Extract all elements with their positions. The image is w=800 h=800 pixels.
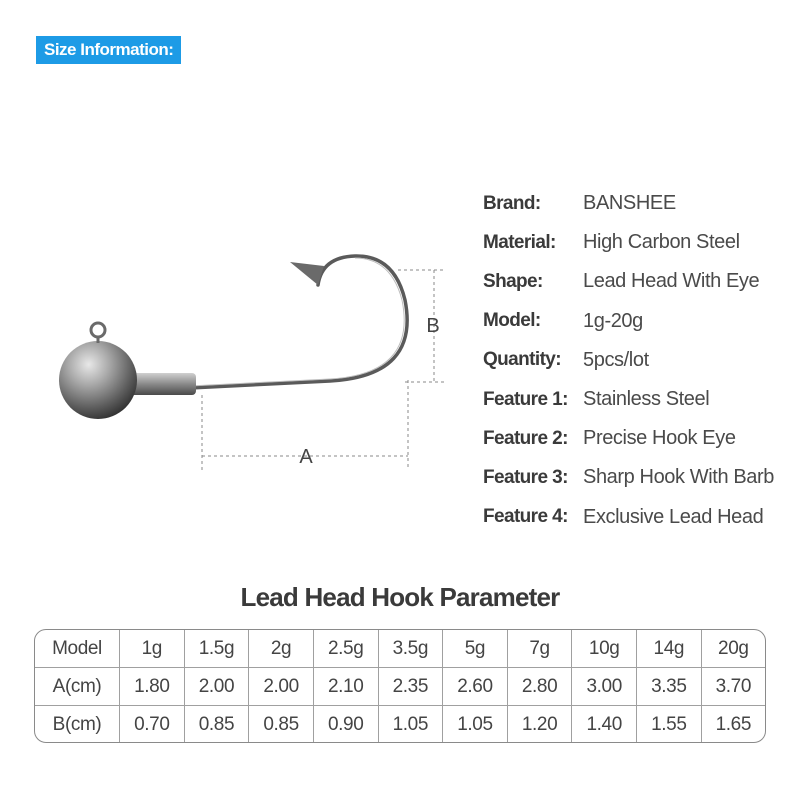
table-cell: 3.00 [572, 668, 637, 706]
hook-barb [290, 262, 324, 285]
spec-value: BANSHEE [583, 192, 676, 215]
table-cell: 1.55 [637, 706, 702, 744]
table-cell: 0.85 [249, 706, 314, 744]
spec-label: Feature 4: [483, 506, 568, 528]
table-cell: 14g [637, 630, 702, 668]
table-row-header: A(cm) [35, 668, 120, 706]
table-cell: 1.40 [572, 706, 637, 744]
spec-row-feature-4 [483, 498, 793, 537]
table-cell: 0.70 [120, 706, 185, 744]
spec-row-material [483, 223, 793, 262]
table-cell: 2.00 [249, 668, 314, 706]
table-row [35, 630, 765, 668]
spec-label: Brand: [483, 192, 541, 214]
parameter-table-title: Lead Head Hook Parameter [240, 582, 560, 612]
table-cell: 2.10 [313, 668, 378, 706]
spec-value: Sharp Hook With Barb [583, 466, 774, 489]
table-cell: 0.85 [184, 706, 249, 744]
spec-value: Lead Head With Eye [583, 270, 760, 293]
table-cell: 1g [120, 630, 185, 668]
spec-value: 5pcs/lot [583, 348, 649, 371]
dimension-a-label: A [299, 446, 313, 468]
table-row [35, 668, 765, 706]
spec-label: Feature 3: [483, 466, 568, 488]
table-cell: 20g [701, 630, 765, 668]
table-cell: 3.35 [637, 668, 702, 706]
table-cell: 1.5g [184, 630, 249, 668]
lead-head-ball [59, 341, 137, 419]
hook-wire [190, 256, 407, 388]
dimension-b-label: B [426, 315, 440, 337]
spec-row-shape [483, 262, 793, 301]
spec-label: Material: [483, 231, 556, 253]
spec-label: Model: [483, 310, 541, 332]
spec-value: Stainless Steel [583, 388, 710, 411]
table-cell: 2.00 [184, 668, 249, 706]
table-cell: 7g [507, 630, 572, 668]
table-cell: 10g [572, 630, 637, 668]
spec-row-quantity [483, 341, 793, 380]
table-cell: 1.05 [443, 706, 508, 744]
jig-hook-diagram [40, 240, 460, 490]
table-cell: 2.35 [378, 668, 443, 706]
hook-eye [91, 323, 105, 337]
table-cell: 2g [249, 630, 314, 668]
table-cell: 2.80 [507, 668, 572, 706]
table-cell: 1.05 [378, 706, 443, 744]
table-cell: 1.80 [120, 668, 185, 706]
spec-row-feature-3 [483, 458, 793, 497]
spec-row-feature-1 [483, 380, 793, 419]
table-row-header: B(cm) [35, 706, 120, 744]
spec-list [483, 184, 793, 537]
table-cell: 1.20 [507, 706, 572, 744]
table-cell: 1.65 [715, 713, 751, 735]
table-cell: 0.90 [313, 706, 378, 744]
spec-label: Quantity: [483, 349, 561, 371]
spec-label: Shape: [483, 270, 543, 292]
spec-value: Precise Hook Eye [583, 427, 736, 450]
spec-row-model [483, 302, 793, 341]
spec-label: Feature 2: [483, 427, 568, 449]
spec-label: Feature 1: [483, 388, 568, 410]
table-row [35, 706, 765, 744]
spec-value: Exclusive Lead Head [583, 505, 764, 528]
table-cell: 2.60 [443, 668, 508, 706]
size-information-tag: Size Information: [36, 36, 181, 64]
spec-value: 1g-20g [583, 309, 643, 332]
spec-value: High Carbon Steel [583, 231, 740, 254]
hook-wire-highlight [190, 258, 404, 386]
table-cell: 3.5g [378, 630, 443, 668]
hook-collar [130, 373, 196, 395]
spec-row-brand [483, 184, 793, 223]
table-cell: 5g [443, 630, 508, 668]
spec-row-feature-2 [483, 419, 793, 458]
table-cell: 3.70 [701, 668, 765, 706]
parameter-table [34, 629, 766, 743]
table-cell: 2.5g [313, 630, 378, 668]
table-row-header: Model [35, 630, 120, 668]
